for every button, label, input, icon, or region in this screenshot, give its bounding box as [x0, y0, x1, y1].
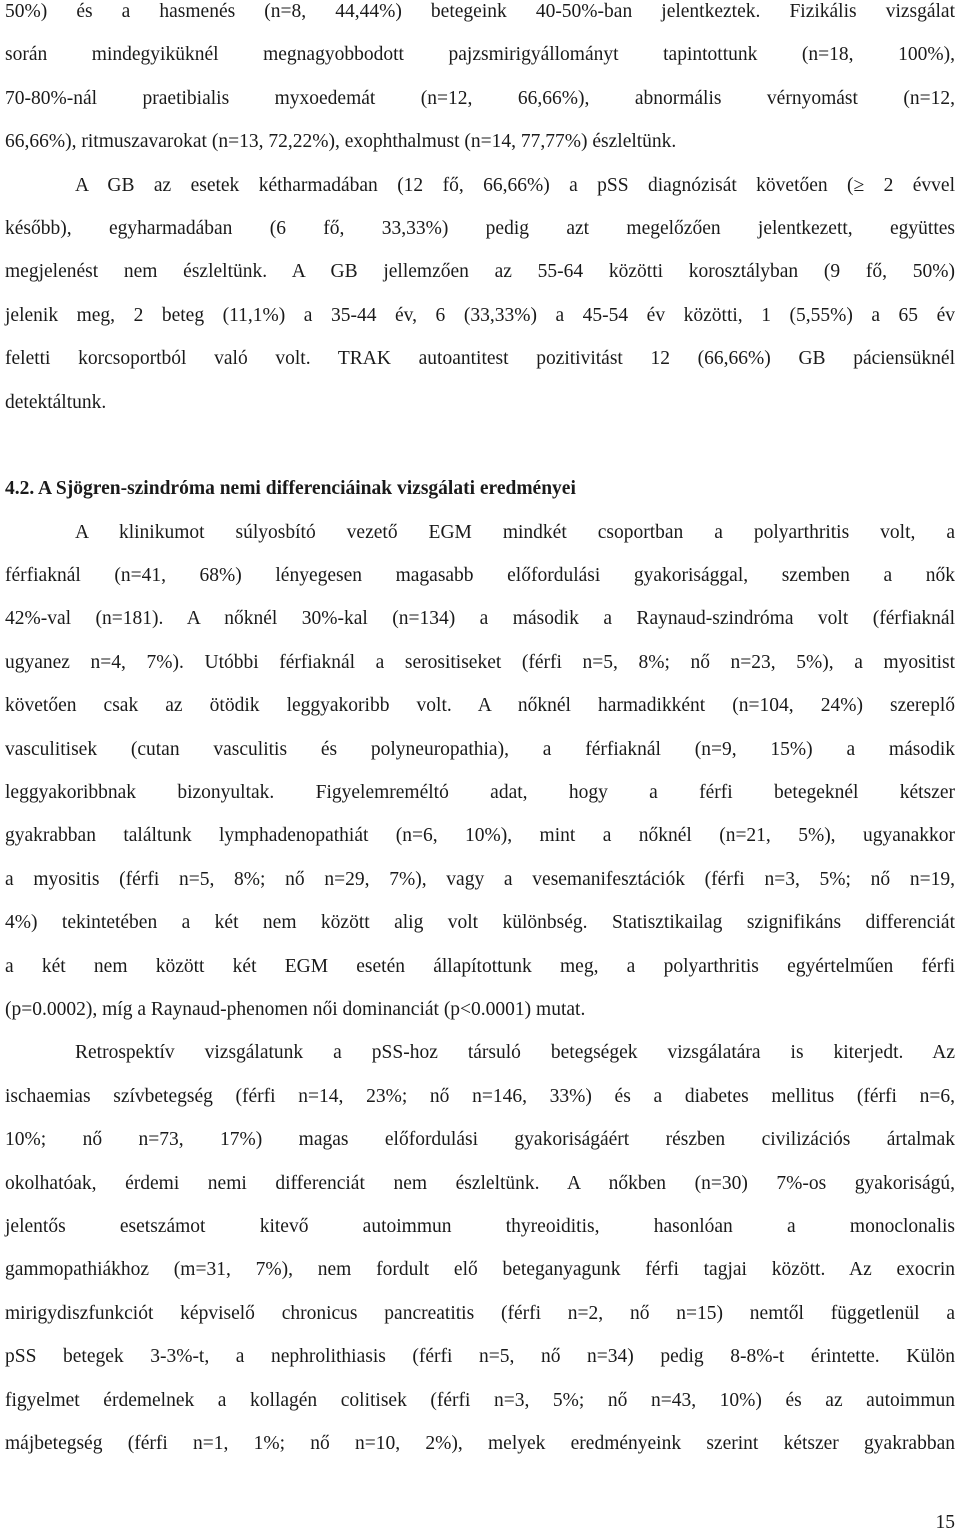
text-line: okolhatóak, érdemi nemi differenciát nem észleltünk. A nőkben (n=30) 7%-os gyakoriságú,	[5, 1172, 955, 1194]
text-line: során mindegyiküknél megnagyobbodott pajzsmirigyállományt tapintottunk (n=18, 100%),	[5, 44, 955, 66]
text-line: leggyakoribbnak bizonyultak. Figyelemreméltó adat, hogy a férfi betegeknél kétszer	[5, 782, 955, 804]
text-line: májbetegség (férfi n=1, 1%; nő n=10, 2%), melyek eredményeink szerint kétszer gyakrabban	[5, 1432, 955, 1454]
text-line: detektáltunk.	[5, 391, 107, 413]
text-line: pSS betegek 3-3%-t, a nephrolithiasis (férfi n=5, nő n=34) pedig 8-8%-t érintette. Külön	[5, 1346, 955, 1368]
text-line: jelentős esetszámot kitevő autoimmun thyreoiditis, hasonlóan a monoclonalis	[5, 1215, 955, 1237]
text-line: 42%-val (n=181). A nőknél 30%-kal (n=134) a második a Raynaud-szindróma volt (férfiaknál	[5, 608, 955, 630]
text-line: férfiaknál (n=41, 68%) lényegesen magasabb előfordulási gyakorisággal, szemben a nők	[5, 565, 955, 587]
text-line: 4%) tekintetében a két nem között alig volt különbség. Statisztikailag szignifikáns differenciát	[5, 912, 955, 934]
text-line: 10%; nő n=73, 17%) magas előfordulási gyakoriságáért részben civilizációs ártalmak	[5, 1129, 955, 1151]
text-line: jelenik meg, 2 beteg (11,1%) a 35-44 év, 6 (33,33%) a 45-54 év közötti, 1 (5,55%) a 65 év	[5, 304, 955, 326]
text-line: mirigydiszfunkciót képviselő chronicus pancreatitis (férfi n=2, nő n=15) nemtől függetlenül a	[5, 1302, 955, 1324]
text-line: követően csak az ötödik leggyakoribb volt. A nőknél harmadikként (n=104, 24%) szereplő	[5, 695, 955, 717]
paragraph-1	[5, 0, 955, 164]
document-page	[5, 0, 955, 1465]
text-line: később), egyharmadában (6 fő, 33,33%) pedig azt megelőzően jelentkezett, együttes	[5, 217, 955, 239]
spacer	[5, 424, 955, 467]
text-line: a két nem között két EGM esetén állapítottunk meg, a polyarthritis egyértelműen férfi	[5, 955, 955, 977]
paragraph-4	[5, 1031, 955, 1465]
section-heading: 4.2. A Sjögren-szindróma nemi differenciáinak vizsgálati eredményei	[5, 478, 576, 500]
text-line: gyakrabban találtunk lymphadenopathiát (n=6, 10%), mint a nőknél (n=21, 5%), ugyanakkor	[5, 825, 955, 847]
text-line: 50%) és a hasmenés (n=8, 44,44%) betegeink 40-50%-ban jelentkeztek. Fizikális vizsgálat	[5, 1, 955, 22]
text-line: ischaemias szívbetegség (férfi n=14, 23%; nő n=146, 33%) és a diabetes mellitus (férfi n=6,	[5, 1085, 955, 1107]
text-line: megjelenést nem észleltünk. A GB jellemzően az 55-64 közötti korosztályban (9 fő, 50%)	[5, 261, 955, 283]
text-line: A GB az esetek kétharmadában (12 fő, 66,66%) a pSS diagnózisát követően (≥ 2 évvel	[75, 174, 955, 196]
page-number: 15	[935, 1512, 955, 1533]
paragraph-2	[5, 164, 955, 424]
text-line: 70-80%-nál praetibialis myxoedemát (n=12, 66,66%), abnormális vérnyomást (n=12,	[5, 87, 955, 109]
text-line: (p=0.0002), míg a Raynaud-phenomen női dominanciát (p<0.0001) mutat.	[5, 998, 586, 1020]
text-line: 66,66%), ritmuszavarokat (n=13, 72,22%), exophthalmust (n=14, 77,77%) észleltünk.	[5, 131, 677, 153]
text-line: Retrospektív vizsgálatunk a pSS-hoz társuló betegségek vizsgálatára is kiterjedt. Az	[75, 1042, 955, 1064]
text-line: a myositis (férfi n=5, 8%; nő n=29, 7%), vagy a vesemanifesztációk (férfi n=3, 5%; nő n=19,	[5, 868, 955, 890]
text-line: A klinikumot súlyosbító vezető EGM mindkét csoportban a polyarthritis volt, a	[75, 521, 955, 543]
paragraph-3	[5, 511, 955, 1032]
text-line: feletti korcsoportból való volt. TRAK autoantitest pozitivitást 12 (66,66%) GB páciensüknél	[5, 348, 955, 370]
text-line: gammopathiákhoz (m=31, 7%), nem fordult elő beteganyagunk férfi tagjai között. Az exocrin	[5, 1259, 955, 1281]
text-line: vasculitisek (cutan vasculitis és polyneuropathia), a férfiaknál (n=9, 15%) a második	[5, 738, 955, 760]
text-line: ugyanez n=4, 7%). Utóbbi férfiaknál a serositiseket (férfi n=5, 8%; nő n=23, 5%), a myositist	[5, 651, 955, 673]
text-line: figyelmet érdemelnek a kollagén colitisek (férfi n=3, 5%; nő n=43, 10%) és az autoimmun	[5, 1389, 955, 1411]
